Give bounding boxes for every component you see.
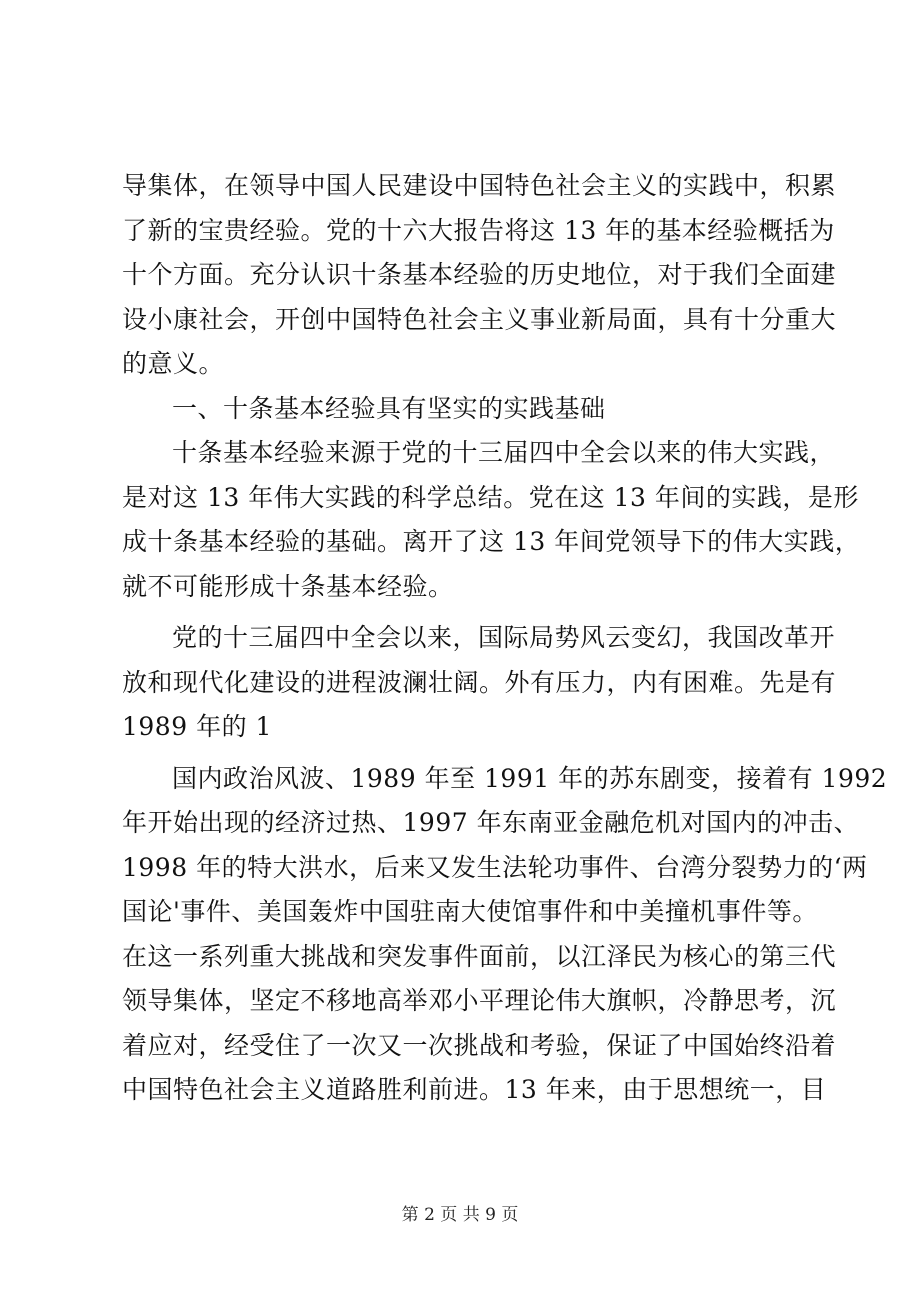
section-heading: 一、十条基本经验具有坚实的实践基础 <box>172 393 606 423</box>
text-line: 十条基本经验来源于党的十三届四中全会以来的伟大实践， <box>172 438 836 467</box>
text-line: 国论'事件、美国轰炸中国驻南大使馆事件和中美撞机事件等。 <box>122 897 818 926</box>
text-line: 的意义。 <box>122 349 225 378</box>
text-line: 领导集体，坚定不移地高举邓小平理论伟大旗帜，冷静思考，沉 <box>122 986 837 1015</box>
text-line: 在这一系列重大挑战和突发事件面前，以江泽民为核心的第三代 <box>122 941 837 971</box>
text-line: 1989 年的 1 <box>122 712 272 741</box>
text-line: 党的十三届四中全会以来，国际局势风云变幻，我国改革开 <box>172 623 836 652</box>
text-line: 国内政治风波、1989 年至 1991 年的苏东剧变，接着有 1992 <box>172 763 888 793</box>
page-footer: 第 2 页 共 9 页 <box>401 1205 519 1225</box>
text-line: 放和现代化建设的进程波澜壮阔。外有压力，内有困难。先是有 <box>122 667 837 697</box>
text-line: 导集体，在领导中国人民建设中国特色社会主义的实践中，积累 <box>122 171 837 200</box>
text-line: 是对这 13 年伟大实践的科学总结。党在这 13 年间的实践，是形 <box>122 482 859 512</box>
text-line: 着应对，经受住了一次又一次挑战和考验，保证了中国始终沿着 <box>122 1030 837 1060</box>
text-line: 设小康社会，开创中国特色社会主义事业新局面，具有十分重大 <box>122 304 837 334</box>
text-line: 了新的宝贵经验。党的十六大报告将这 13 年的基本经验概括为 <box>122 215 835 245</box>
text-line: 成十条基本经验的基础。离开了这 13 年间党领导下的伟大实践， <box>122 527 861 556</box>
body-text <box>122 164 888 1113</box>
text-line: 1998 年的特大洪水，后来又发生法轮功事件、台湾分裂势力的‘两 <box>122 852 868 882</box>
text-line: 年开始出现的经济过热、1997 年东南亚金融危机对国内的冲击、 <box>122 808 860 837</box>
text-line: 十个方面。充分认识十条基本经验的历史地位，对于我们全面建 <box>122 260 837 289</box>
text-line: 中国特色社会主义道路胜利前进。13 年来，由于思想统一，目 <box>122 1075 827 1104</box>
text-line: 就不可能形成十条基本经验。 <box>122 571 454 601</box>
